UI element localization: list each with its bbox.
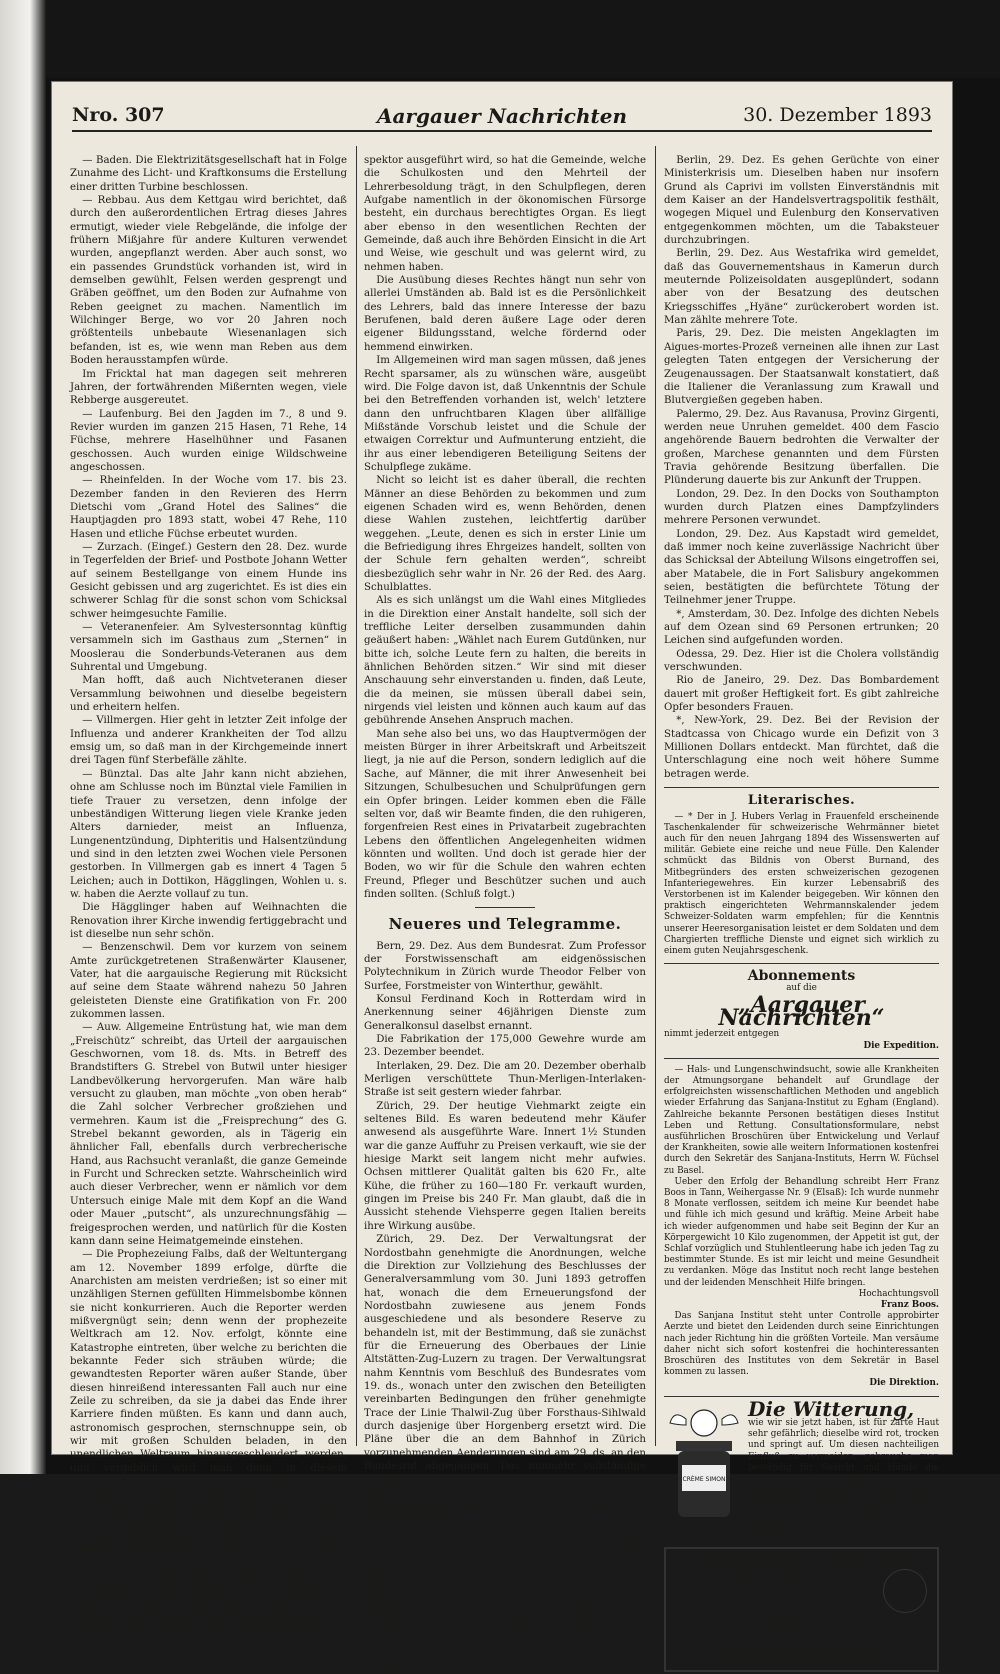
telegram-bern: Bern, 29. Dez. Aus dem Bundesrat. Zum Professor der Forstwissenschaft am eidgenössischen Polytechnikum in Zürich wurde Theodor Felber von Surfee, Forstmeister von Winterthur, gewählt. bbox=[364, 940, 646, 992]
creme-jar-illustration bbox=[664, 1405, 742, 1523]
lanolin-heading: Lanolin-Toilette-Cream-Lanolin bbox=[673, 1551, 930, 1567]
issue-number: Nro. 307 bbox=[72, 104, 165, 126]
telegram-palermo: Palermo, 29. Dez. Aus Ravanusa, Provinz Girgenti, werden neue Unruhen gemeldet. 400 dem Fascio angehörende Bauern bedrohten die Verwalter der großen, Marchese genannten und dem Fürsten Travia gehörende Besitzung überfallen. Die Plünderung dauerte bis zur Ankunft der Truppen. bbox=[664, 408, 939, 487]
ad-sanjana: — Hals- und Lungenschwindsucht, sowie alle Krankheiten der Atmungsorgane behandelt auf Grundlage der erfolgreichsten wissenschaftlichen Methoden und angeblich wieder Erfahrung das Sanjana-Institut zu Egham (England). Zahlreiche bekannte Personen bestätigen dieses Institut Leben und Rettung. Consultationsformulare, nebst ausführlichen Broschüren über Entwickelung und Verlauf der Krankheiten, sowie alle weitern Informationen kostenfrei durch den Sekretär des Sanjana-Instituts, Herrn W. Füchsel zu Basel. bbox=[664, 1064, 939, 1176]
article-paragraph: Als es sich unlängst um die Wahl eines Mitgliedes in die Direktion einer Anstalt handelte, soll sich der treffliche Leiter derselben zusammunden dahin geäußert haben: „Wählet nach Eurem Gutdünken, nur bitte ich, solche Leute fern zu halten, die bereits in ähnlichen Behörden sitzen.“ Wir sind mit dieser Anschauung sehr einverstanden u. finden, daß Leute, die da meinen, sie müssen überall dabei sein, nirgends viel leisten und können auch kaum auf das gebührende Ansehen Anspruch machen. bbox=[364, 595, 646, 727]
column-2 bbox=[364, 154, 646, 1673]
column-3 bbox=[664, 154, 939, 1666]
telegram-lausanne: n Lausanne, 30. Dez. Die Ersatzwahl in den Nationalrat für Bundesrat Ruffy findet am 21. Januar statt. bbox=[364, 1554, 646, 1593]
ad-signature-3: Die Direktion. bbox=[869, 1378, 939, 1389]
ad-creme-simon bbox=[664, 1396, 939, 1542]
abonnement-sub: auf die bbox=[786, 983, 817, 994]
newspaper-page bbox=[52, 82, 952, 1673]
abonnement-heading: Abonnements bbox=[747, 968, 856, 985]
article-villmergen: — Villmergen. Hier geht in letzter Zeit infolge der Influenza und anderer Krankheiten der Tod allzu emsig um, so daß man in der Kirchgemeinde innert drei Tagen fünf Sterbefälle zählte. bbox=[70, 715, 347, 767]
divider bbox=[664, 1058, 939, 1059]
scan-top-border bbox=[46, 0, 1000, 78]
telegram-interlaken: Interlaken, 29. Dez. Die am 20. Dezember oberhalb Merligen verschüttete Thun-Merligen-Interlaken-Straße ist seit gestern wieder fahrbar. bbox=[364, 1060, 646, 1099]
telegram-wien: Wien, 29. Dez. Aus Huben wird gemeldet, daß drei Wiener Touristen, welche während der Weihnachtstage den Großglockner bestiegen, aus beträchtlicher Höhe abstürzten. Die Leichen konnten die großen Schneefalls wegen noch nicht geborgen werden. bbox=[364, 1594, 646, 1673]
telegram-paragraph: Die Fabrikation der 175,000 Gewehre wurde am 23. Dezember beendet. bbox=[364, 1034, 646, 1059]
article-falb: — Die Prophezeiung Falbs, daß der Weltuntergang am 12. November 1899 erfolge, dürfte die Anarchisten am meisten verdrießen; ist so einer mit unzähligen Sternen gefüllten Himmelsbombe können sie nicht konkurrieren. Auch die Reporter werden mißvergnügt sein; denn wenn der prophezeite Weltkrach am 12. Nov. erfolgt, könnte eine Katastrophe eintreten, über welche zu berichten die bekannte Feder sich sträuben würde; die gewandtesten Reporter wären außer Stande, über diesen hinreißend interessanten Fall auch nur eine Zeile zu schreiben, da sie ja dabei das Ende ihrer Karriere finden müßten. Es kann und dann auch, astronomisch gesprochen, sternschnuppe sein, ob wir mit großen Schulden beladen, in den unendlichen Weltraum hinausgeschleudert werden, und vergeblich wird man dann in diesem unendlichen Raume nach einer Zahlstelle suchen für die fälligen Coupons. Freilich läßt uns Herr Falb noch einen kleinen Schimmer von Hoffnung übrig. Gar so ausgemacht ist es nämlich nicht, daß der erwähnte, nichtsnutzige Komet die Erde auch wirklich anrempeln wird; vielleicht wird er weniger unhöflich sein und sich mit der bloßen Erzeugung eines Sternschnuppenfalles begnügen. Hoffen wir es und danken wir dem gelehrten Herrn Professor für das freundliche Aviso, um allen wir ihm zu danken haben, wenn der allfällige Weltuntergang am 12. November 1899 uns nicht ganz unerwartet trifft! bbox=[70, 1249, 347, 1634]
column-rule bbox=[655, 146, 656, 1446]
article-buenztal: — Bünztal. Das alte Jahr kann nicht abziehen, ohne am Schlusse noch im Bünztal viele Familien in tiefe Trauer zu versetzen, denn infolge der unbeständigen Witterung liegen viele Kranke jeden Alters darnieder, meist an Influenza, Lungenentzündung, Diphteritis und Halsentzündung und sind in den letzten zwei Wochen viele Personen gestorben. In Villmergen gab es innert 4 Tagen 5 Leichen; auch in Dottikon, Hägglingen, Wohlen u. s. w. haben die Aerzte vollauf zu tun. bbox=[70, 768, 347, 900]
ad-lanolin bbox=[664, 1547, 939, 1672]
article-veteranenfeier-cont: Man hofft, daß auch Nichtveteranen dieser Versammlung beiwohnen und dieselbe begeistern und erheitern helfen. bbox=[70, 675, 347, 714]
lanolin-line-2: Vorzüglich zur Reinhaltung und Bedeckung wunder Hautstellen und Wunden. bbox=[672, 1589, 875, 1612]
telegram-paragraph: Konsul Ferdinand Koch in Rotterdam wird in Anerkennung seiner 46jährigen Dienste zum Generalkonsul daselbst ernannt. bbox=[364, 993, 646, 1032]
witterung-text: wie wir sie jetzt haben, ist für zarte Haut sehr gefährlich; dieselbe wird rot, trocken und springt auf. Um diesen nachteiligen Einfluß zu vermeiden, gebrauche man beständig für Gesicht und Hände die wunderbare Crème Simon, das Puder de riz und Seife Simon. Man verlange die Unterschrift von Simon, 13, rue Grange-Batelière, Paris. Zu haben in allen Apotheken, Parfümerie-Geschäften, Coiffeurs und Friseursläden etc. bbox=[664, 1418, 939, 1541]
article-laufenburg: — Laufenburg. Bei den Jagden im 7., 8 und 9. Revier wurden im ganzen 215 Hasen, 71 Rehe, 14 Füchse, mehrere Haselhühner und Fasanen geschossen. Auch wurden einige Wildschweine angeschossen. bbox=[70, 408, 347, 473]
article-rheinfelden: — Rheinfelden. In der Woche vom 17. bis 23. Dezember fanden in den Revieren des Herrn Dietschi vom „Grand Hotel des Salines“ die Hauptjagden pro 1893 statt, wobei 47 Rehe, 110 Hasen und etliche Füchse erbeutet wurden. bbox=[70, 475, 347, 540]
article-zurzach: — Zurzach. (Eingef.) Gestern den 28. Dez. wurde in Tegerfelden der Brief- und Postbote Johann Wetter auf seinem Bestellgange von einem Hunde ins Gesicht gebissen und arg zugerichtet. Es ist dies ein schwerer Schlag für die sonst schon vom Schicksal schwer heimgesuchte Familie. bbox=[70, 541, 347, 620]
ad-signature-1: Hochachtungsvoll bbox=[858, 1288, 939, 1299]
literature-notice: — * Der in J. Hubers Verlag in Frauenfeld erscheinende Taschenkalender für schweizerische Wehrmänner bietet auch für den neuen Jahrgang 1894 des Wissenswerten auf militär. Gebiete eine reiche und neue Fülle. Den Kalender schmückt das Bildnis von Oberst Burnand, des Mitbegründers des ersten schweizerischen gezogenen Infanteriegewehres. Ein kurzer Lebensabriß des Verstorbenen ist im Kalender beigegeben. Wir können den praktisch eingerichteten Wehrmannskalender jedem Schweizer-Soldaten warm empfehlen; für die Kenntnis unserer Heeresorganisation leistet er dem Soldaten und dem Chargierten treffliche Dienste und eignet sich wirklich zu einem guten Neujahrsgeschenk. bbox=[664, 811, 939, 956]
article-benzenschwil: — Benzenschwil. Dem vor kurzem von seinem Amte zurückgetretenen Straßenwärter Klausener, Vater, hat die aargauische Regierung mit Rücksicht auf seine dem Staate während nahezu 50 Jahren geleisteten Dienste eine Gratifikation von Fr. 200 zukommen lassen. bbox=[70, 942, 347, 1020]
telegram-london-2: London, 29. Dez. Aus Kapstadt wird gemeldet, daß immer noch keine zuverlässige Nachricht über das Schicksal der Abteilung Wilsons eingetroffen sei, aber Matabele, die in Fort Salisbury angekommen seien, bestätigten die befürchtete Tötung der Teilnehmer jener Truppe. bbox=[664, 528, 939, 607]
ad-testimonial: Ueber den Erfolg der Behandlung schreibt Herr Franz Boos in Tann, Weihergasse Nr. 9 (Elsaß): Ich wurde nunmehr 8 Monate verflossen, seitdem ich meine Kur beendet habe und fühle ich mich gesund und kräftig. Meine Arbeit habe ich wieder aufgenommen und habe seit Beginn der Kur an Körpergewicht 10 Kilo zugenommen, der Appetit ist gut, der Schlaf vorzüglich und Stuhlentleerung habe ich jeden Tag zu bestimmter Stunde. Es ist mir leicht und meine Gesundheit zu verdanken. Möge das Institut noch recht lange bestehen und der leidenden Menschheit Hilfe bringen. bbox=[664, 1176, 939, 1288]
abonnement-title: „Aargauer Nachrichten“ bbox=[718, 991, 885, 1032]
lanolin-seal bbox=[883, 1569, 927, 1613]
telegram-london: London, 29. Dez. In den Docks von Southampton wurden durch Platzen eines Dampfzylinders mehrere Personen verwundet. bbox=[664, 488, 939, 527]
abonnement-line: nimmt jederzeit entgegen bbox=[664, 1029, 780, 1040]
jar-label: CRÈME SIMON bbox=[682, 1475, 726, 1483]
article-schulepflegen-cont: spektor ausgeführt wird, so hat die Gemeinde, welche die Schulkosten und den Mehrteil der Lehrerbesoldung trägt, in den Schulpflegen, deren Aufgabe namentlich in der ökonomischen Fürsorge besteht, ein durchaus berechtigtes Organ. Es liegt aber ebenso in den wesentlichen Rechten der Gemeinde, daß auch ihre Behörden Einsicht in die Art und Weise, wie geschult und was gelernt wird, zu nehmen haben. bbox=[364, 155, 646, 273]
article-paragraph: Die Ausübung dieses Rechtes hängt nun sehr von allerlei Umständen ab. Bald ist es die Persönlichkeit des Lehrers, bald das innere Interesse der bazu Berufenen, bald deren äußere Lage oder deren eigener Bildungsstand, welche fördernd oder hemmend einwirken. bbox=[364, 275, 646, 353]
article-baden: — Baden. Die Elektrizitätsgesellschaft hat in Folge Zunahme des Licht- und Kraftkonsums die Erstellung einer dritten Turbine beschlossen. bbox=[70, 155, 347, 193]
scan-edge bbox=[0, 0, 46, 1474]
article-haegglingen: Die Hägglinger haben auf Weihnachten die Renovation ihrer Kirche inwendig fertiggebracht und ist dieselbe nun sehr schön. bbox=[70, 902, 347, 940]
witterung-heading: Die Witterung, bbox=[748, 1396, 915, 1421]
article-schulepflegen: — Die „Schulepflegen“. (Eing.) Wenn auch die technische Aufsicht in unsern Schulen vom In- bbox=[70, 1636, 347, 1661]
telegram-herisau: n Herisau, 30. Dez. Kälbermarkt. Auffuhr 138 Stück. Preis 50 bis 56 Cts. per ½ Kilo lebend Gewicht. bbox=[364, 1527, 646, 1553]
telegram-berlin: Berlin, 29. Dez. Es gehen Gerüchte von einer Ministerkrisis um. Dieselben haben nur insofern Grund als Caprivi im vollsten Einverständnis mit dem Kaiser an der Handelsvertragspolitik festhält, wogegen Miquel und Eulenburg den Konservativen entgegenkommen möchten, um die Tabaksteuer durchzubringen. bbox=[664, 155, 939, 247]
section-heading: Neueres und Telegramme. bbox=[388, 915, 622, 934]
abonnement-signature: Die Expedition. bbox=[863, 1040, 939, 1051]
divider bbox=[664, 963, 939, 964]
lanolin-sub: der Lanolinfabrik Martinikenfelde bei Berlin. bbox=[700, 1565, 903, 1576]
telegram-rio: Rio de Janeiro, 29. Dez. Das Bombardement dauert mit großer Heftigkeit fort. Es gibt zahlreiche Opfer besonders Frauen. bbox=[664, 675, 939, 714]
telegram-zuerich-nob: Zürich, 29. Dez. Der Verwaltungsrat der Nordostbahn genehmigte die Anordnungen, welche die Direktion zur Vollziehung des Beschlusses der Generalversammlung vom 30. Juni 1893 getroffen hat, wonach die dem Erneuerungsfond der Nordostbahn zuwiesene aus jenem Fonds ausgeschiedene und als besondere Reserve zu behandeln ist, mit der Bestimmung, daß sie zunächst für die Erneuerung des Oberbaues der Linie Altstätten-Zug-Luzern zu tragen. Der Verwaltungsrat nahm Kenntnis vom Beschluß des Bundesrates vom 19. ds., wonach unter den zwischen den Beteiligten vereinbarten Bedingungen den früher genehmigte Trace der Linie Thalwil-Zug über Forsthaus-Sihlwald durch dasjenige über Horgenberg ersetzt wird. Die Pläne über die an dem Bahnhof in Zürich vorzunehmenden Aenderungen sind am 29. ds. an den Bundesrat abgegangen. Das nunmehr vollständige Projekt über die Erweiterung und den Ausbau des Bahnhofs in Oerlikon mit einem Gesamtkostenaufwand von 635,000 Fr. erhielt die Genehmigung. bbox=[364, 1234, 646, 1526]
ad-signature-2: Franz Boos. bbox=[880, 1300, 939, 1311]
telegram-odessa: Odessa, 29. Dez. Hier ist die Cholera vollständig verschwunden. bbox=[664, 648, 939, 674]
masthead-title: Aargauer Nachrichten bbox=[376, 104, 628, 128]
telegram-berlin-2: Berlin, 29. Dez. Aus Westafrika wird gemeldet, daß das Gouvernementshaus in Kamerun durch meuternde Polizeisoldaten ausgeplündert, sodann aber von der Besatzung des deutschen Kriegsschiffes „Hyäne“ zurückerobert worden ist. Man zählte mehrere Tote. bbox=[664, 248, 939, 327]
article-rebbau: — Rebbau. Aus dem Kettgau wird berichtet, daß durch den außerordentlichen Ertrag dieses Jahres ermutigt, wieder viele Rebgelände, die infolge der frühern Mißjahre für andere Kulturen verwendet wurden, angepflanzt werden. Aber auch sonst, wo ein passendes Grundstück vorhanden ist, wird in demselben gewühlt, Felsen werden gesprengt und Gräben geöffnet, um den Boden zur Aufnahme von Reben geeignet zu machen. Namentlich im Wilchinger Berge, wo vor 20 Jahren noch größtenteils unbebaute Wiesenanlagen sich befanden, ist es, wie wenn man Reben aus dem Boden herausstampfen würde. bbox=[70, 195, 347, 367]
telegram-newyork: *, New-York, 29. Dez. Bei der Revision der Stadtcassa von Chicago wurde ein Defizit von 3 Millionen Dollars entdeckt. Man fürchtet, daß die Unterschlagung eine noch weit höhere Summe betragen werde. bbox=[664, 715, 939, 780]
article-veteranenfeier: — Veteranenfeier. Am Sylvestersonntag künftig versammeln sich im Gasthaus zum „Sternen“ in Mooslerau die Sonderbunds-Veteranen aus dem Suhrental und Umgebung. bbox=[70, 622, 347, 674]
lanolin-line-3: Vorzüglich zur Erhaltung einer guten Haut, besonders bei kleinen Kindern. bbox=[672, 1613, 875, 1636]
article-fricktal: Im Fricktal hat man dagegen seit mehreren Jahren, der fortwährenden Mißernten wegen, viele Rebberge ausgereutet. bbox=[70, 368, 347, 407]
lanolin-footer: Zu haben in Zinntuben à 50 ct. in Blechdosen à 25 u. 15 ct. in den meisten Apotheken, Drogerien u. Parfümerien. General-Depot für die Schweiz: B. Vogel, Zürich. bbox=[675, 1636, 928, 1666]
telegram-zuerich: Zürich, 29. Der heutige Viehmarkt zeigte ein seltenes Bild. Es waren bedeutend mehr Käufer anwesend als ausgeführte Ware. Innert 1½ Stunden war die ganze Auffuhr zu Preisen verkauft, wie sie der hiesige Markt seit langem nicht mehr aufwies. Ochsen mittlerer Qualität galten bis 620 Fr., alte Kühe, die früher zu 160—180 Fr. verkauft wurden, gingen im Preise bis 240 Fr. Man glaubt, daß die in Aussicht stehende Viehsperre gegen Italien bereits ihre Wirkung ausübe. bbox=[364, 1100, 646, 1232]
article-paragraph: Im Allgemeinen wird man sagen müssen, daß jenes Recht sparsamer, als zu wünschen wäre, ausgeübt wird. Die Folge davon ist, daß Unkenntnis der Schule bei den Betreffenden vorhanden ist, welch' letztere dann den unfruchtbaren Klagen über allfällige Mißstände Vorschub leistet und die Schule der etwaigen Correktur und Aufmunterung entzieht, die ihr aus einer lebendigeren Beteiligung Seitens der Schulpflege zukäme. bbox=[364, 355, 646, 473]
article-paragraph: Nicht so leicht ist es daher überall, die rechten Männer an diese Behörden zu bekommen und zum eigenen Schaden wird es, wenn Behörden, denen diese Wahlen zustehen, leichtfertig darüber weggehen. „Leute, denen es sich in erster Linie um die Befriedigung ihres Ehrgeizes handelt, sollten von der Schule fern gehalten werden“, schreibt diesbezüglich sehr wahr in Nr. 26 der Red. des Aarg. Schulblattes. bbox=[364, 475, 646, 593]
column-1 bbox=[70, 154, 347, 1661]
issue-date: 30. Dezember 1893 bbox=[743, 104, 932, 126]
lanolin-line-1: Vorzüglich zur Pflege der Haut. bbox=[672, 1577, 816, 1588]
ad-institute: Das Sanjana Institut steht unter Controlle approbirter Aerzte und bietet den Leidenden durch seine Einrichtungen nach jeder Richtung hin die größten Vorteile. Man versäume daher nicht sich sofort kostenfrei die hochinteressanten Broschüren des Institutes von dem Sekretär in Basel kommen zu lassen. bbox=[664, 1311, 939, 1378]
column-rule bbox=[356, 146, 357, 1446]
lanolin-seal-text: LANOLIN bbox=[887, 1587, 923, 1596]
telegram-paris: Paris, 29. Dez. Die meisten Angeklagten im Aigues-mortes-Prozeß verneinen alle ihnen zur Last gelegten Taten entgegen der Versicherung der Zeugenaussagen. Der Staatsanwalt konstatiert, daß die Italiener die Veranlassung zum Krawall und Blutvergießen gegeben haben. bbox=[664, 328, 939, 407]
telegram-amsterdam: *, Amsterdam, 30. Dez. Infolge des dichten Nebels auf dem Ozean sind 69 Personen ertrunken; 20 Leichen sind aufgefunden worden. bbox=[664, 608, 939, 647]
divider bbox=[664, 787, 939, 788]
literature-heading: Literarisches. bbox=[747, 793, 856, 809]
article-paragraph: Man sehe also bei uns, wo das Hauptvermögen der meisten Bürger in ihrer Arbeitskraft und Arbeitszeit liegt, ja nie auf die Person, sondern lediglich auf die Sache, auf Männer, die mit ihrer Anwesenheit bei Sitzungen, Schulbesuchen und Schulprüfungen gern ein Opfer bringen. Leider kommen eben die Fälle selten vor, daß wir Beamte finden, die den ruhigeren, forgenfreien Rest eines in Privatarbeit zugebrachten Lebens den öffentlichen Angelegenheiten widmen könnten und wollten. Und doch ist gerade hier der Boden, wo wir für die Schule den wahren echten Freund, Pfleger und Beschützer suchen und auch finden sollten. (Schluß folgt.) bbox=[364, 728, 646, 900]
divider bbox=[475, 907, 535, 908]
page-header bbox=[72, 104, 932, 132]
article-auw: — Auw. Allgemeine Entrüstung hat, wie man dem „Freischütz“ schreibt, das Urteil der aargauischen Geschwornen, vom 18. ds. Mts. in Betreff des Brandstifters G. Strebel von Butwil unter hiesiger Landbevölkerung hervorgerufen. Man wäre halb versucht zu glauben, man möchte „von oben herab“ die Zahl solcher Verbrecher großziehen und vermehren. Kaum ist die „Freisprechung“ des G. Strebel bekannt geworden, als in Tägerig ein ähnlicher Fall, ebenfalls durch verbrecherische Hand, aus Rachsucht veranlaßt, die ganze Gemeinde in Furcht und Schrecken setzte. Wahrscheinlich wird auch dieser Verbrecher, wenn er nämlich vor dem Untersuch einige Male mit dem Kopf an die Wand oder Mauer „putscht“, als unzurechnungsfähig — freigesprochen werden, und natürlich für die Kosten kann dann seine Heimatgemeinde einstehen. bbox=[70, 1022, 347, 1247]
